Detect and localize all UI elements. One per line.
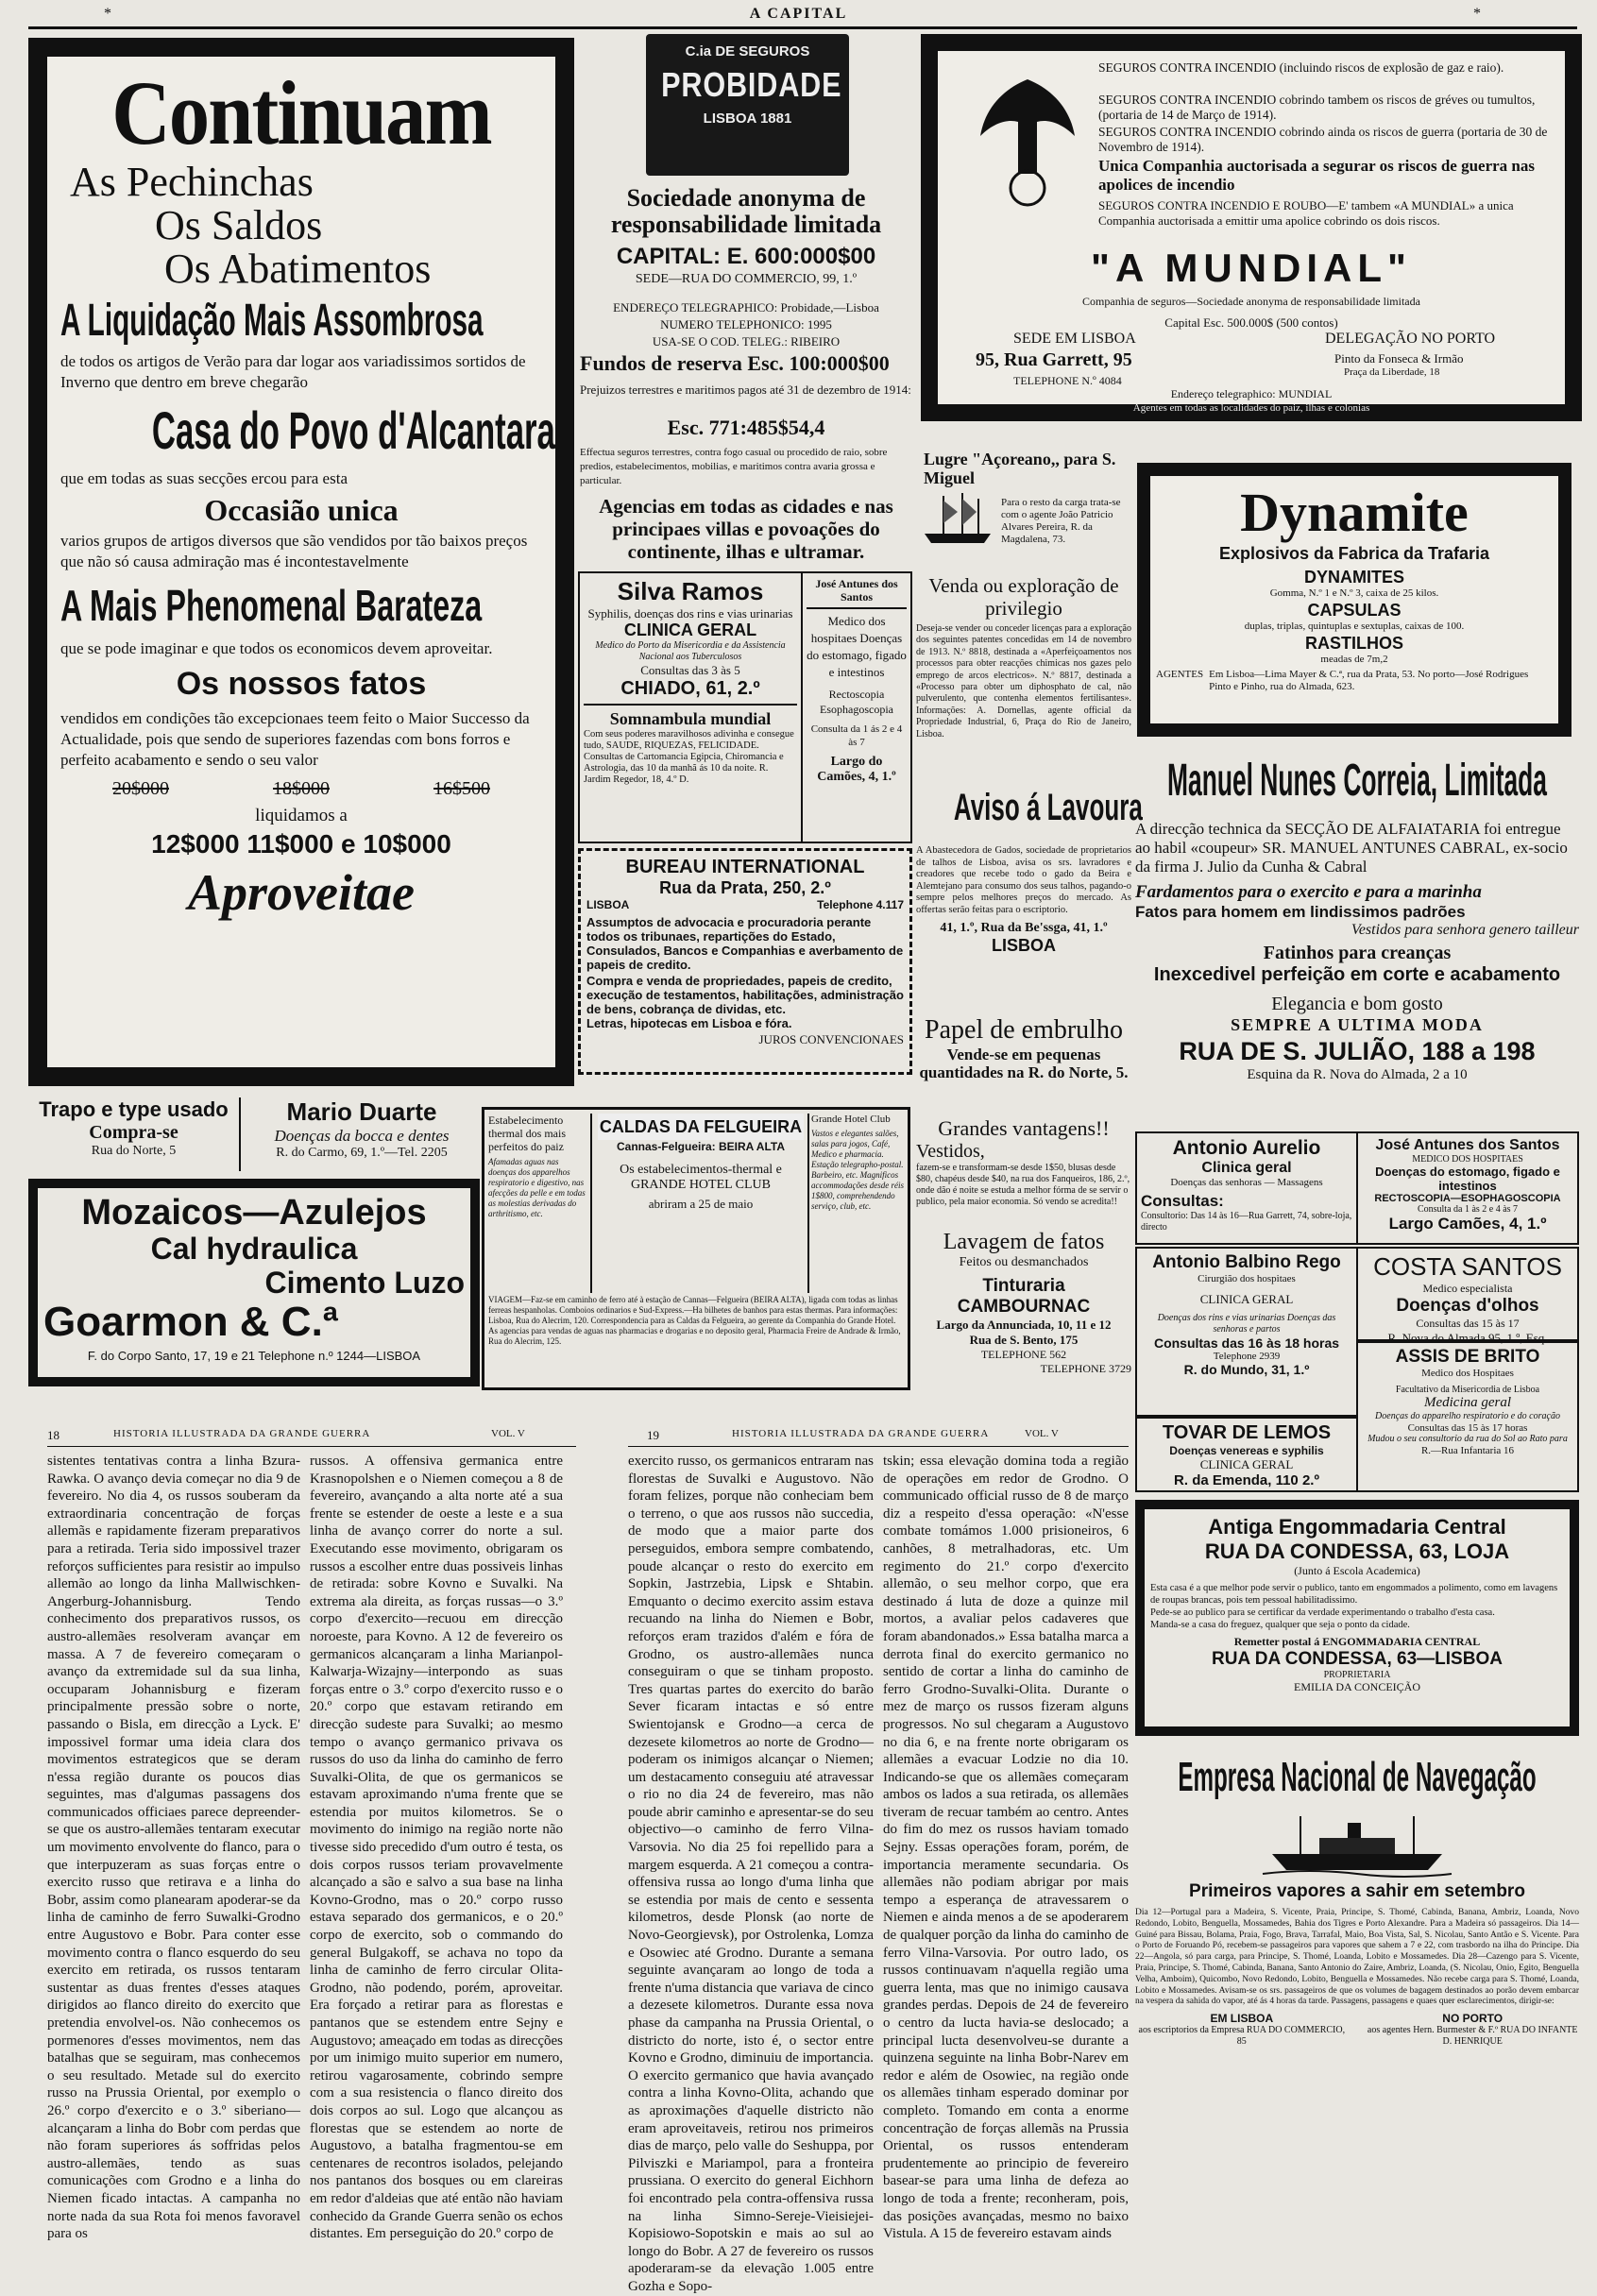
thermal-left-text: Afamadas aguas nas doenças dos apparelhos respiratorio e digestivo, nas afecções da pelle e em todas as molestias derivadas do arthritismo, etc. xyxy=(488,1157,586,1218)
correia-inexcedivel: Inexcedivel perfeição em corte e acabamento xyxy=(1153,964,1561,985)
rego-ad xyxy=(1135,1247,1358,1417)
bureau-telephone: Telephone 4.117 xyxy=(817,898,904,911)
lugre-title: Lugre "Açoreano,, para S. Miguel xyxy=(924,450,1116,487)
probidade-telefone: NUMERO TELEPHONICO: 1995 xyxy=(660,317,832,332)
correia-vestidos: Vestidos para senhora genero tailleur xyxy=(1351,922,1579,938)
dynamite-sub: Explosivos da Fabrica da Trafaria xyxy=(1218,544,1490,563)
antunes-small-ad xyxy=(801,571,912,843)
bureau-city-row xyxy=(586,898,904,911)
dynamite-ad xyxy=(1137,463,1572,737)
historia-col-2: russos. A offensiva germanica entre Krasnopolshen e o Niemen começou a 8 de fevereiro, avançando a alta norte até a sua frente se estender de oeste a leste e a sua linha de avanço correr do norte a sul. Executando esse movimento, obrigaram os russos a escolher entre duas possiveis linhas de retirada: sobre Kovno e Suvalki. Na extrema ala direita, as forças russas—o 3.º corpo d'exercito—recuou em direcção noroeste, para Kovno. A 12 de fevereiro os germanicos alcançaram a linha Marianpol-Kalwarja-Wizajny—interpondo as suas forças entre o 3.º corpo d'exercito russo e o 20.º corpo que estavam retirando em direcção sudeste para Suvalki; ao mesmo tempo o avanço germanico privava os russos do uso da linha do caminho de ferro Suvalki-Olita, de que os germanicos se estavam aproximando n'uma frente que se estendia por muitos kilometros. Se o movimento do inimigo na região norte não tivesse sido precedido d'um outro é testa, os dois corpos russos teriam provavelmente alcançado a são e salvo a sua base na linha Kovno-Grodno, mas o 20.º corpo russo estava separado dos germanicos, e o 20.º corpo de exercito, sob o commando do general Bulgakoff, se achava no topo da linha de caminho de ferro circular Olita-Grodno, não podendo, porém, aproveitar. Era forçado a retirar para as florestas e pantanos que se estendem entre Sejny e Augustovo; ameaçado em todas as direcções por um inimigo muito superior em numero, retirou vagarosamente, cobrindo sempre com a sua resistencia o flanco direito dos dois corpos ao sul. Logo que alcançou as florestas que se estendem ao norte de Augustovo, a batalha fragmentou-se em centenares de recontros isolados, pelejando nos pantanos dos bosques ou em clareiras em redor d'aldeias que até então não haviam conhecido da Grande Guerra senão os echos distantes. Em perseguição do 20.º corpo de xyxy=(310,1454,563,2242)
probidade-codigo: USA-SE O COD. TELEG.: RIBEIRO xyxy=(652,334,841,349)
papel-text: Vende-se em pequenas quantidades na R. do Norte, 5. xyxy=(919,1046,1129,1081)
bureau-juros: JUROS CONVENCIONAES xyxy=(758,1032,904,1046)
rego-text: Doenças dos rins e vias urinarias Doenças das senhoras e partos xyxy=(1157,1313,1336,1335)
lavagem-shop: Tinturaria CAMBOURNAC xyxy=(957,1276,1091,1317)
rego-consultas: Consultas das 16 às 18 horas xyxy=(1153,1335,1340,1351)
silva-medico: Medico do Porto da Misericordia e da Assistencia Nacional aos Tuberculosos xyxy=(595,640,786,662)
santos-recto: RECTOSCOPIA—ESOPHAGOSCOPIA xyxy=(1374,1193,1561,1204)
mundial-roubo: SEGUROS CONTRA INCENDIO E ROUBO—E' tambem «A MUNDIAL» a unica Companhia auctorisada a emittir uma apolice cobrindo os dois riscos. xyxy=(1098,198,1514,228)
lavagem-addr-1: Largo da Annunciada, 10, 11 e 12 xyxy=(936,1318,1112,1332)
correia-title: Manuel Nunes Correia, Limitada xyxy=(1167,756,1547,806)
header-right-mark: * xyxy=(1473,6,1481,22)
pechinchas-line: As Pechinchas xyxy=(70,159,314,205)
aurelio-text: Consultorio: Das 14 às 16—Rua Garrett, 74, sobre-loja, directo xyxy=(1141,1211,1352,1233)
silva-consultas: Consultas das 3 às 5 xyxy=(640,663,740,677)
capsulas-label: CAPSULAS xyxy=(1307,601,1402,620)
lugre-text: Para o resto da carga trata-se com o agente João Patricio Alvares Pereira, R. da Magdalena, 73. xyxy=(1001,497,1121,545)
santos-ad xyxy=(1356,1131,1579,1245)
engomm-title: Antiga Engommadaria Central xyxy=(1208,1515,1506,1539)
costa-doencas: Doenças d'olhos xyxy=(1396,1296,1539,1316)
tovar-address: R. da Emenda, 110 2.º xyxy=(1174,1472,1319,1488)
porto-title: NO PORTO xyxy=(1442,2012,1504,2026)
assis-address: R.—Rua Infantaria 16 xyxy=(1420,1445,1515,1456)
probidade-prejuizos: Prejuizos terrestres e maritimos pagos até 31 de dezembro de 1914: xyxy=(580,383,911,397)
agentes-text: Em Lisboa—Lima Mayer & C.ª, rua da Prata, 53. No porto—José Rodrigues Pinto e Pinho, rua do Almada, 623. xyxy=(1209,669,1529,692)
bureau-address: Rua da Prata, 250, 2.º xyxy=(659,878,831,897)
logo-bottom: LISBOA 1881 xyxy=(703,111,792,127)
engomm-proprietaria: PROPRIETARIA xyxy=(1323,1670,1391,1680)
rastilhos-label: RASTILHOS xyxy=(1304,634,1403,653)
probidade-company: Sociedade anonyma de responsabilidade limitada xyxy=(610,184,882,238)
rego-sub: Cirurgião dos hospitaes xyxy=(1198,1273,1296,1284)
engomm-remeter: Remetter postal á ENGOMMADARIA CENTRAL xyxy=(1233,1635,1481,1648)
aviso-ad xyxy=(916,770,1143,1025)
lavagem-sub: Feitos ou desmanchados xyxy=(959,1255,1089,1269)
aviso-city: LISBOA xyxy=(991,935,1056,955)
antunes-small-text: Medico dos hospitaes Doenças do estomago, figado e intestinos xyxy=(807,614,907,679)
right-page-title: HISTORIA ILLUSTRADA DA GRANDE GUERRA xyxy=(732,1428,990,1439)
continuam-p5: vendidos em condições tão excepcionaes teem feito o Maior Successo da Actualidade, pois que sendo de superiores fazendas com bons forros e perfeito acabamento e sendo o seu valor xyxy=(60,709,530,769)
correia-sempre: SEMPRE A ULTIMA MODA xyxy=(1231,1015,1484,1034)
liquidamos-text: liquidamos a xyxy=(255,806,348,825)
correia-esquina: Esquina da R. Nova do Almada, 2 a 10 xyxy=(1247,1067,1468,1082)
aviso-title: Aviso á Lavoura xyxy=(953,787,1143,828)
divider xyxy=(584,704,797,706)
costa-title: COSTA SANTOS xyxy=(1373,1252,1562,1281)
thermal-viagem: VIAGEM—Faz-se em caminho de ferro até à estação de Cannas—Felgueira (BEIRA ALTA), ligada com todas as linhas ferreas hespanholas. Comboios ordinarios e Sud-Express.—Ha bilhetes de banhos para estas thermas. Para informações: Lisboa, Rua do Alecrim, 120. Correspondencia para as Caldas da Felgueira, ao gerente da Companhia do Grande Hotel. As agencias para vendas de aguas nas pharmacias e drogarias e no deposito geral, Pharmacia Freire de Andrade & Irmão, Rua do Alecrim, 125. xyxy=(488,1295,901,1346)
dynamite-title: Dynamite xyxy=(1240,482,1469,543)
correia-rua: RUA DE S. JULIÃO, 188 a 198 xyxy=(1179,1037,1536,1065)
new-prices: 12$000 11$000 e 10$000 xyxy=(151,829,451,859)
lavagem-addr-2: Rua de S. Bento, 175 xyxy=(969,1333,1079,1347)
old-price: 16$500 xyxy=(433,778,490,799)
papel-title: Papel de embrulho xyxy=(925,1015,1123,1045)
engomm-junto: (Junto á Escola Academica) xyxy=(1294,1564,1420,1577)
probidade-efectua: Effectua seguros terrestres, contra fogo casual ou procedido de raio, sobre predios, estabelecimentos, mobilias, e maritimos contra avaria grossa e particular. xyxy=(580,447,888,486)
right-page-number: 19 xyxy=(647,1428,659,1442)
engomm-address: RUA DA CONDESSA, 63, LOJA xyxy=(1204,1539,1510,1563)
assis-text: Facultativo da Misericordia de Lisboa xyxy=(1395,1385,1540,1395)
mozaicos-line-2: Cal hydraulica xyxy=(150,1232,358,1266)
historia-col-3: exercito russo, os germanicos entraram nas florestas de Suvalki e Augustovo. Não foram felizes, porque não conheciam bem o terreno, o que aos russos não succedia, de modo que a maior parte dos perseguidos, embora sempre combatendo, poude alcançar o resto do exercito em Sopkin, Jastrzebia, Lipsk e Shtabin. Emquanto o decimo exercito assim estava recuando na linha do Niemen e Bobr, reforços eram trazidos d'além e fóra de Grodno, os austro-allemães nunca conseguiram o que se tinham proposto. Tres quartas partes do exercito do barão Sever ficaram intactas e só entre Swientojansk e Grodno—a cerca de dezesete kilometros ao norte de Grodno—poderam os inimigos alcançar o Niemen; um destacamento conseguiu até atravessar o rio no dia 24 de fevereiro, mas não poude abrir caminho e apresentar-se do seu objectivo—o caminho de ferro Vilna-Varsovia. No dia 25 foi repellido para a margem esquerda. A 21 começou a contra-offensiva russa ao longo d'uma linha que se estendia por mais de cento e sessenta kilometros, desde Plonsk (ao norte de Novo-Georgievsk), por Ostrolenka, Lomza e Osowiec até Grodno. Durante a semana seguinte avançaram ao longo de toda a frente n'uma distancia que variava de cinco a dezesete kilometros. Durante essa nova phase da campanha na Prussia Oriental, o districto do norte, isto é, o sector entre Kovno e Grodno, diminuiu de importancia. O exercito germanico que havia avançado contra a linha Kovno-Olita, achando que as aproximações d'aquelle districto não eram aproveitaveis, retirou nos primeiros dias de março, pelo valle do Seshuppa, por Pilviszki e Mariampol, para a fronteira prussiana. O exercito do general Eichhorn foi encontrado pela contra-offensiva russa na linha Simno-Sereje-Vieisiejei-Kopisiowo-Sopotskin e mais ao sul ao longo do Bobr. A 27 de fevereiro os russos apoderaram-se da elevação 1.005 entre Gozha e Sopo- xyxy=(628,1454,874,2294)
liquidacao-heading: A Liquidação Mais Assombrosa xyxy=(60,296,484,346)
tovar-title: TOVAR DE LEMOS xyxy=(1162,1422,1332,1443)
lisboa-title: EM LISBOA xyxy=(1210,2012,1274,2026)
rego-clinica: CLINICA GERAL xyxy=(1199,1292,1294,1306)
header-left-mark: * xyxy=(104,6,111,22)
mundial-sede-title: SEDE EM LISBOA xyxy=(1013,331,1136,347)
bureau-text-1: Assumptos de advocacia e procuradoria perante todos os tribunaes, repartições do Estado, Consulados, Bancos e Companhias e averbamento de papeis de credito. xyxy=(586,915,904,972)
page-header xyxy=(0,0,1597,32)
correia-fatos: Fatos para homem em lindissimos padrões xyxy=(1135,903,1466,921)
navegacao-sub: Primeiros vapores a sahir em setembro xyxy=(1189,1881,1525,1901)
aurelio-title: Antonio Aurelio xyxy=(1172,1137,1321,1159)
mundial-telegraphico: Endereço telegraphico: MUNDIAL xyxy=(1170,387,1333,400)
aurelio-consultas: Consultas: xyxy=(1141,1192,1224,1210)
probidade-fundos: Fundos de reserva Esc. 100:000$00 xyxy=(580,351,890,375)
thermal-ad xyxy=(482,1107,910,1390)
header-rule xyxy=(28,26,1577,29)
left-page-number: 18 xyxy=(47,1428,59,1442)
mundial-inner xyxy=(938,51,1565,404)
santos-title: José Antunes dos Santos xyxy=(1375,1137,1560,1153)
engomm-text-1: Esta casa é a que melhor pode servir o publico, tanto em engommados a polimento, como em lavagens de roupas brancas, pois tem pessoal habilitadissimo. xyxy=(1150,1583,1558,1606)
left-page-vol: VOL. V xyxy=(491,1428,525,1439)
engomm-text-3: Manda-se a casa do freguez, qualquer que seja o ponto da cidade. xyxy=(1150,1620,1410,1630)
continuam-p1: de todos os artigos de Verão para dar logar aos variadissimos sortidos de Inverno que dentro em breve chegarão xyxy=(60,352,526,391)
lavagem-title: Lavagem de fatos xyxy=(943,1230,1105,1254)
silva-title: Silva Ramos xyxy=(617,577,764,605)
trapo-title: Trapo e type usado xyxy=(39,1097,229,1121)
navegacao-text: Dia 12—Portugal para a Madeira, S. Vicente, Praia, Principe, S. Thomé, Cabinda, Banana, Ambriz, Loanda, Novo Redondo, Lobito, Benguella, Mossamedes, Bahia dos Tigres e Porto Alexandre. Para a Madeira só passageiros. Dia 14—Guiné para Bissau, Bolama, Praia, Fogo, Brava, Tarrafal, Maio, Boa Vista, Sal, S. Nicolau, Santo Antão e S. Vicente. Para o Porto de Foruando Pó, recebem-se passageiros para vapores que sahem a 7 e 22, com trasbordo na ilha do Principe. Dia 22—Angola, só para carga, para Principe, S. Thomé, Loanda, Lobito e Mossamedes. Dia 28—Cazengo para S. Vicente, Praia, Principe, S. Thomé, Cabinda, Banana, Santo Antonio do Zaire, Ambriz, Loanda, (S. Nicolau, Onio, Egito, Benguella Velha, Amboim), Quicombo, Novo Redondo, Lobito, Benguella e Mossamedes. Não recebe carga para S. Thomé, Loanda, Lobito e Mossamedes. Avisam-se os srs. passageiros de que os volumes de bagagem destinados ao porão devem embarcar na vespera da sahida do vapor, até ás 4 horas da tarde. Passagens, passagens e quaes quer esclarecimentos, dirigir-se: xyxy=(1135,1908,1579,2007)
mundial-capital: Capital Esc. 500.000$ (500 contos) xyxy=(1164,315,1338,330)
thermal-title: CALDAS DA FELGUEIRA xyxy=(598,1114,804,1140)
vantagens-title: Grandes vantagens!! xyxy=(938,1116,1110,1140)
trapo-address: Rua do Norte, 5 xyxy=(91,1144,177,1158)
old-prices xyxy=(60,778,542,800)
costa-consultas: Consultas das 15 às 17 xyxy=(1416,1317,1520,1330)
papel-ad xyxy=(916,1015,1131,1110)
mundial-line-1: SEGUROS CONTRA INCENDIO (incluindo riscos de explosão de gaz e raio). xyxy=(1098,60,1504,75)
thermal-center xyxy=(598,1114,804,1293)
engomm-rua: RUA DA CONDESSA, 63—LISBOA xyxy=(1212,1649,1503,1669)
historia-col-4: tskin; essa elevação domina toda a região de operações em redor de Grodno. O communicado official russo de 8 de março diz a respeito d'essa operação: «N'esse combate tomámos 1.000 prisioneiros, 6 canhões, 8 metralhadoras, etc. Um regimento do 21.º corpo d'exercito allemão, o seu melhor corpo, que era destinado á luta de doze a quinze mil mortos, a avaliar pelos cadaveres que foram abandonados.» Essa batalha marca a derrota final do exercito germanico no sentido de cortar a linha do caminho de ferro Grodno-Suvalki-Olita. Durante o mez de março os russos fizeram alguns progressos. No sul chegaram a Augustovo no dia 6, e na frente norte obrigaram os allemães a evacuar Lodzie no dia 10. Indicando-se que os allemães começaram ambos os lados a sua retirada, os allemães tiveram de recuar também ao centro. Antes do fim do mez os russos haviam tomado Sejny. Essas operações foram, porém, de importancia meramente secundaria. Os allemães não podiam abrigar por mais tempo a esperança de atravessarem o Niemen e ainda menos a de se apoderarem de qualquer porção da linha do caminho de ferro Vilna-Varsovia. Por outro lado, os russos continuavam n'aquella região uma guerra lenta, mas que no inimigo causava grandes perdas. Depois de 24 de fevereiro o centro da lucta havia-se deslocado; a principal lucta desenvolveu-se durante a quinzena seguinte na linha Bobr-Narev em redor e além de Osowiec, na região onde os allemães tinham esperado dominar por completo. Tomando em conta a enorme concentração de forças allemãs na Prussia Oriental, os russos entenderam prudentemente ao principio de fevereiro basear-se para uma linha de defeza ao longo de toda a frente; reconheram, pois, das posições avançadas, mesmo no baixo Vistula. A 15 de fevereiro estavam ainds xyxy=(883,1454,1129,2242)
probidade-endereco: ENDEREÇO TELEGRAPHICO: Probidade,—Lisboa xyxy=(613,300,879,315)
assis-geral: Medicina geral xyxy=(1423,1395,1512,1410)
historia-col-1: sistentes tentativas contra a linha Bzura-Rawka. O avanço devia começar no dia 9 de fevereiro. No dia 4, os russos souberam da extraordinaria concentração de forças allemãs e rapidamente fizeram preparativos para a retirada. Teria sido impossivel trazer reforços sufficientes para resistir ao impulso allemão ao longo da linha Mallwischken-Angerburg-Johannisburg. Tendo conhecimento dos preparativos russos, os austro-allemães resolveram avançar em massa. A 7 de fevereiro começaram o avanço da extremidade sul da sua linha, occuparam Johannisburg e fizeram principalmente pressão sobre o norte, passando o Bisla, em direcção a Lyck. E' impossivel formar uma ideia clara dos movimentos estrategicos que se deram n'essa região durante os poucos dias seguintes, mas d'algumas passagens dos communicados officiaes parece depreender-se que os austro-allemães tentaram executar um movimento envolvente do flanco, para o que interpuzeram as suas forças entre o exercito russo que retirava e a linha do Bobr, assim como planearam apoderar-se da linha de caminho de ferro Suwalki-Grodno entre Augustovo e Bobr. Para conter esse movimento contra o flanco esquerdo do seu exercito em retirada, os russos tentaram sustentar as duas frentes d'esses ataques dirigidos ao flanco direito do exercito que pretendia envolvel-os. Não conhecemos os pormenores d'esses movimentos, nem das batalhas que se seguiram, mas conhecemos o seu resultado. Metade sul do exercito russo na Prussia Oriental, por exemplo o 26.º corpo d'exercito e o 3.º siberiano—alcançaram a linha do Bobr com perdas que não foram superiores ás soffridas pelos austro-allemães, tendo as suas comunicações com Grodno e a linha do Niemen ficado intactas. A campanha no norte nada da sua Rota foi menos favoravel para os xyxy=(47,1454,300,2242)
mundial-ad xyxy=(921,34,1582,421)
correia-fardamentos: Fardamentos para o exercito e para a marinha xyxy=(1135,882,1482,902)
privilegio-title: Venda ou exploração de privilegio xyxy=(928,574,1119,620)
vantagens-lead: Vestidos, xyxy=(916,1141,985,1162)
engomm-ad xyxy=(1135,1500,1579,1736)
logo-top: C.ia DE SEGUROS xyxy=(685,43,810,60)
meadas-text: meadas de 7m,2 xyxy=(1320,654,1388,665)
correia-text: A direcção technica da SECÇÃO DE ALFAIATARIA foi entregue ao habil «coupeur» SR. MANUEL ANTUNES CABRAL, ex-socio da firma J. Julio da Cunha & Cabral xyxy=(1135,820,1568,876)
bureau-text-3: Letras, hipotecas em Lisboa e fóra. xyxy=(586,1016,792,1030)
mundial-unica: Unica Companhia auctorisada a segurar os riscos de guerra nas apolices de incendio xyxy=(1098,157,1535,194)
continuam-p4: que se pode imaginar e que todos os economicos devem aproveitar. xyxy=(60,639,493,657)
santos-doencas: Doenças do estomago, figado e intestinos xyxy=(1375,1165,1560,1193)
mundial-sede-tel: TELEPHONE N.º 4084 xyxy=(1013,374,1122,387)
engomm-text-2: Pede-se ao publico para se certificar da verdade experimentando o trabalho d'esta casa. xyxy=(1150,1607,1495,1618)
mundial-sub: Companhia de seguros—Sociedade anonyma de responsabilidade limitada xyxy=(1082,295,1420,308)
lavagem-ad xyxy=(916,1230,1131,1395)
aurelio-clinica: Clinica geral xyxy=(1201,1160,1292,1176)
rego-tel: Telephone 2939 xyxy=(1213,1351,1281,1362)
mundial-porto-addr2: Praça da Liberdade, 18 xyxy=(1344,366,1440,378)
mundial-line-3: SEGUROS CONTRA INCENDIO cobrindo ainda os riscos de guerra (portaria de 30 de Novembro de 1914). xyxy=(1098,125,1548,154)
navegacao-ad xyxy=(1135,1747,1579,2248)
left-page-title: HISTORIA ILLUSTRADA DA GRANDE GUERRA xyxy=(113,1428,371,1439)
continuam-p3: varios grupos de artigos diversos que são vendidos por tão baixos preços que não só causa admiração mas é incontestavelmente xyxy=(60,532,528,570)
duplas-text: duplas, triplas, quintuplas e sextuplas, caixas de 100. xyxy=(1244,621,1465,632)
steamship-icon xyxy=(1263,1811,1452,1878)
probidade-ad xyxy=(580,34,912,563)
dynamite-agentes xyxy=(1156,669,1553,693)
bureau-text-2: Compra e venda de propriedades, papeis de credito, execução de testamentos, habilitações, administração de bens, cobrança de dividas, etc. xyxy=(586,974,904,1016)
navegacao-title: Empresa Nacional de Navegação xyxy=(1178,1754,1537,1800)
ship-icon xyxy=(920,491,995,548)
continuam-ad xyxy=(28,38,574,1086)
lisboa-text: aos escriptorios da Empresa RUA DO COMMERCIO, 85 xyxy=(1138,2025,1346,2048)
duarte-address: R. do Carmo, 69, 1.º—Tel. 2205 xyxy=(276,1146,448,1160)
duarte-sub: Doenças da bocca e dentes xyxy=(274,1127,450,1145)
somn-text: Com seus poderes maravilhosos adivinha e consegue tudo, SAUDE, RIQUEZAS, FELICIDADE. Consultas de Cartomancia Egipcia, Chiromancia e Astrologia, das 10 da manhã ás 10 da noite. R. Jardim Regedor, 18, 4.º D. xyxy=(584,729,794,785)
duarte-ad xyxy=(244,1097,480,1171)
tovar-sub: Doenças venereas e syphilis xyxy=(1169,1444,1324,1457)
mozaicos-line-4: Goarmon & C.ª xyxy=(43,1299,339,1345)
probidade-logo xyxy=(646,34,849,176)
store-name: Casa do Povo d'Alcantara xyxy=(151,400,555,460)
agentes-label: AGENTES xyxy=(1156,669,1204,680)
historia-left-header xyxy=(47,1426,576,1447)
aproveitae-closing: Aproveitae xyxy=(188,864,415,921)
eagle-icon xyxy=(976,70,1079,212)
aurelio-doencas: Doenças das senhoras — Massagens xyxy=(1170,1177,1323,1188)
duarte-title: Mario Duarte xyxy=(286,1097,437,1126)
mundial-name: "A MUNDIAL" xyxy=(1091,246,1412,290)
thermal-right xyxy=(807,1114,908,1293)
lavagem-tel-2: TELEPHONE 3729 xyxy=(1040,1362,1131,1375)
historia-right-header xyxy=(628,1426,1129,1447)
tovar-ad xyxy=(1135,1417,1358,1492)
saldos-line: Os Saldos xyxy=(155,202,323,248)
thermal-sub: Cannas-Felgueira: BEIRA ALTA xyxy=(616,1140,785,1153)
thermal-right-title: Grande Hotel Club xyxy=(811,1114,891,1125)
privilegio-text: Deseja-se vender ou conceder licenças para a exploração dos seguintes patentes concedidas em 14 de novembro de 1913. N.º 8818, destinada a «Aperfeiçoamentos nos processos para obter reacções chimicas nos gazes pelo emprego de arcos electricos». N.º 8817, destinada a «Processo para obter um diphosphato de cal, não pulverulento, que contenha elementos fertilisantes». Informações: A. Dornellas, agente official da Propriedade Industrial, 6, Praça do Rio de Janeiro, Lisboa. xyxy=(916,623,1131,740)
lugre-ad xyxy=(916,450,1131,568)
continuam-headline: Continuam xyxy=(111,62,491,163)
gomma-text: Gomma, N.º 1 e N.º 3, caixa de 25 kilos. xyxy=(1269,587,1439,599)
santos-address: Largo Camões, 4, 1.º xyxy=(1388,1215,1547,1233)
abatimentos-line: Os Abatimentos xyxy=(164,246,432,292)
rego-address: R. do Mundo, 31, 1.º xyxy=(1183,1362,1310,1377)
mundial-porto-title: DELEGAÇÃO NO PORTO xyxy=(1325,331,1496,347)
mundial-agentes: Agentes em todas as localidades do paiz, ilhas e colonias xyxy=(1132,402,1370,414)
costa-ad xyxy=(1356,1247,1579,1345)
correia-elegancia: Elegancia e bom gosto xyxy=(1271,994,1443,1014)
assis-doencas: Doenças do apparelho respiratorio e do coração xyxy=(1375,1411,1560,1421)
thermal-left-title: Estabelecimento thermal dos mais perfeitos do paiz xyxy=(488,1114,566,1153)
probidade-agencias: Agencias em todas as cidades e nas principaes villas e povoações do continente, ilhas e ultramar. xyxy=(599,495,893,563)
dynamite-inner xyxy=(1150,476,1558,723)
silva-clinica: CLINICA GERAL xyxy=(623,621,757,639)
antunes-small-name: José Antunes dos Santos xyxy=(815,577,898,604)
bureau-ad xyxy=(578,848,912,1075)
fatos-heading: Os nossos fatos xyxy=(176,666,427,702)
mozaicos-line-3: Cimento Luzo xyxy=(264,1266,465,1300)
continuam-inner xyxy=(47,57,555,1067)
thermal-estab: Os estabelecimentos-thermal e GRANDE HOTEL CLUB xyxy=(620,1163,782,1192)
silva-sub: Syphilis, doenças dos rins e vias urinarias xyxy=(587,606,793,621)
mundial-line-2: SEGUROS CONTRA INCENDIO cobrindo tambem os riscos de gréves ou tumultos, (portaria de 14 de Março de 1914). xyxy=(1098,93,1536,122)
trapo-ad xyxy=(28,1097,241,1171)
thermal-right-text: Vastos e elegantes salões, salas para jogos, Café, Medico e pharmacia. Estação telegrapho-postal. Barbeiro, etc. Magnificos accommodações desde réis 1$800, comprehendendo serviço, club, etc. xyxy=(811,1129,904,1211)
mundial-sede-addr: 95, Rua Garrett, 95 xyxy=(976,349,1132,370)
right-page-vol: VOL. V xyxy=(1025,1428,1059,1439)
santos-sub: MEDICO DOS HOSPITAES xyxy=(1412,1154,1523,1165)
rego-title: Antonio Balbino Rego xyxy=(1152,1252,1341,1272)
bureau-title: BUREAU INTERNATIONAL xyxy=(625,857,865,877)
lavagem-tel-1: TELEPHONE 562 xyxy=(980,1348,1067,1361)
aurelio-ad xyxy=(1135,1131,1358,1245)
old-price: 18$000 xyxy=(273,778,330,799)
vantagens-text: fazem-se e transformam-se desde 1$50, blusas desde $80, chapéus desde $40, na rua dos Fanqueiros, 186, 2.º, onde dão é noite se estuda a melhor fórma de se servir o publico, pela maior economia. Só vendo se acredita!! xyxy=(916,1163,1130,1207)
aviso-address: 41, 1.º, Rua da Be'ssga, 41, 1.º xyxy=(940,920,1108,935)
occasiao-heading: Occasião unica xyxy=(204,493,399,527)
probidade-capital: CAPITAL: E. 600:000$00 xyxy=(616,244,876,269)
mozaicos-line-1: Mozaicos—Azulejos xyxy=(81,1193,427,1233)
correia-fatinhos: Fatinhos para creanças xyxy=(1263,943,1452,963)
antunes-small-address: Largo do Camões, 4, 1.º xyxy=(817,755,896,784)
old-price: 20$000 xyxy=(112,778,169,799)
aviso-text: A Abastecedora de Gados, sociedade de proprietarios de talhos de Lisboa, avisa os srs. lavradores e creadores que recebe todo o gado da Beira e Alemtejano para consumo dos seus talhos, pagando-o sempre pelos melhores preços do mercado. As offertas serão feitas para o escriptorio. xyxy=(916,845,1131,915)
divider xyxy=(807,607,907,609)
silva-ramos-ad xyxy=(578,571,803,843)
assis-ad xyxy=(1356,1341,1579,1492)
antunes-small-consulta: Consulta da 1 ás 2 e 4 às 7 xyxy=(810,723,903,748)
probidade-sede: SEDE—RUA DO COMMERCIO, 99, 1.º xyxy=(635,272,858,286)
assis-consultas: Consultas das 15 às 17 horas xyxy=(1407,1422,1528,1434)
thermal-abrem: abriram a 25 de maio xyxy=(648,1197,754,1211)
probidade-esc: Esc. 771:485$54,4 xyxy=(667,416,825,439)
mozaicos-ad xyxy=(28,1179,480,1386)
porto-text: aos agentes Hern. Burmester & F.º RUA DO INFANTE D. HENRIQUE xyxy=(1367,2025,1578,2048)
trapo-sub: Compra-se xyxy=(89,1122,178,1143)
santos-consulta: Consulta da 1 às 2 e 4 às 7 xyxy=(1417,1204,1519,1215)
assis-mudou: Mudou o seu consultorio da rua do Sol ao Rato para xyxy=(1368,1434,1568,1444)
continuam-p2: que em todas as suas secções ercou para esta xyxy=(60,469,348,487)
mozaicos-address: F. do Corpo Santo, 17, 19 e 21 Telephone n.º 1244—LISBOA xyxy=(87,1349,421,1363)
tovar-clinica: CLINICA GERAL xyxy=(1199,1457,1294,1471)
antunes-small-recto: Rectoscopia Esophagoscopia xyxy=(820,688,893,716)
mundial-porto-addr1: Pinto da Fonseca & Irmão xyxy=(1334,351,1464,366)
dynamites-label: DYNAMITES xyxy=(1303,568,1404,587)
assis-title: ASSIS DE BRITO xyxy=(1395,1347,1540,1367)
bureau-city: LISBOA xyxy=(586,898,630,911)
costa-address: R. Nova do Almada 95, 1.º, Esq. xyxy=(1387,1331,1548,1345)
silva-address: CHIADO, 61, 2.º xyxy=(620,678,760,699)
navegacao-agencies xyxy=(1135,2012,1579,2048)
engomm-nome: EMILIA DA CONCEIÇÃO xyxy=(1294,1680,1420,1693)
costa-sub: Medico especialista xyxy=(1422,1282,1513,1295)
correia-ad xyxy=(1135,748,1579,1116)
header-center-title: A CAPITAL xyxy=(749,6,848,22)
logo-name: PROBIDADE xyxy=(661,65,842,104)
thermal-left xyxy=(488,1114,592,1293)
assis-sub: Medico dos Hospitaes xyxy=(1421,1368,1514,1379)
somn-title: Somnambula mundial xyxy=(609,709,772,728)
phenomenal-heading: A Mais Phenomenal Barateza xyxy=(60,581,483,630)
